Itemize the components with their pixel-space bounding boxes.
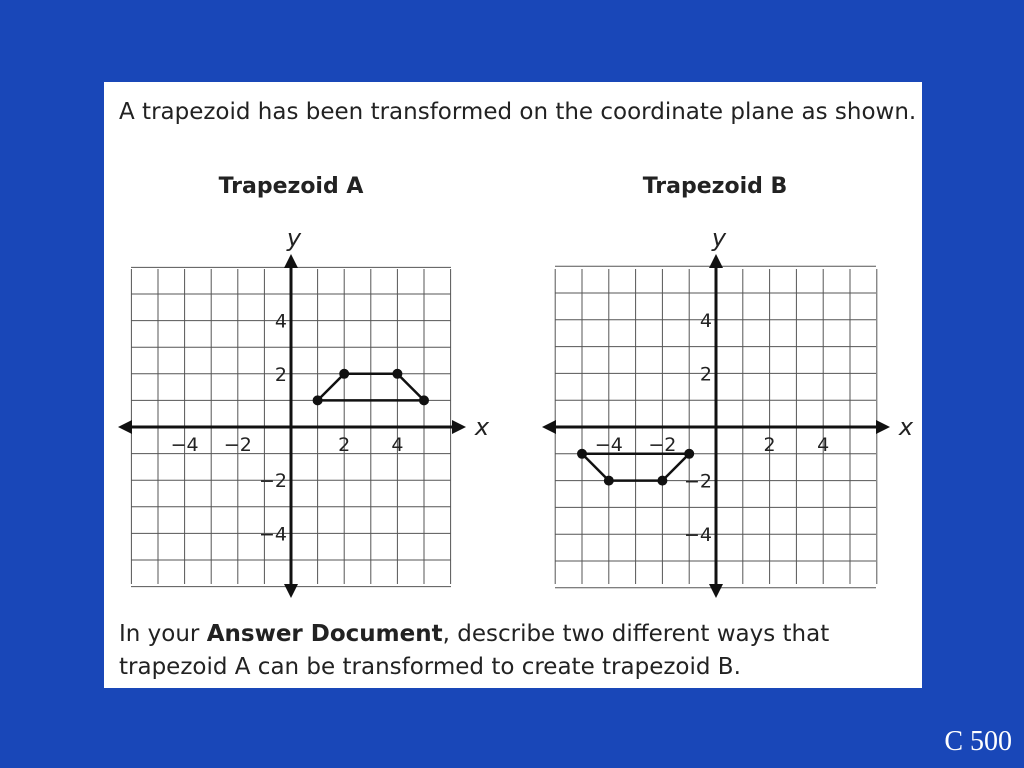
prompt-prefix: In your [119,621,207,647]
plane-b-x-arrow-left-icon [542,420,556,434]
plane-a-x-tick-label: 2 [338,434,351,456]
plane-b-y-arrow-up-icon [709,254,723,268]
plane-a-y-tick-label: 4 [274,310,287,333]
plane-a-x-arrow-right-icon [452,420,466,434]
plane-b-y-arrow-down-icon [709,584,723,598]
trapezoid-a-title: Trapezoid A [218,174,364,199]
plane-a-y-arrow-up-icon [284,254,298,268]
slide-code: C 500 [944,726,1012,757]
plane-a-x-arrow-left-icon [118,420,132,434]
plane-b-x-arrow-right-icon [876,420,890,434]
plane-a-vertex-point [392,369,402,379]
plane-a-x-tick-label: −2 [223,434,252,456]
plane-a-x-tick-label: −4 [170,434,199,456]
question-intro: A trapezoid has been transformed on the coordinate plane as shown. [119,99,917,125]
plane-b-vertex-point [604,476,614,486]
plane-a-vertex-point [339,369,349,379]
plane-a-y-tick-label: −2 [258,470,287,493]
plane-b-vertex-point [577,449,587,459]
plane-a-x-label: x [474,413,490,441]
plane-b-x-tick-label: −4 [594,434,623,456]
plane-a-y-label: y [286,224,302,252]
plane-a-y-tick-label: 2 [274,363,287,386]
plane-a-y-arrow-down-icon [284,584,298,598]
plane-a-y-tick-label: −4 [258,523,287,546]
answer-document-label: Answer Document [206,621,443,647]
plane-a-vertex-point [313,395,323,405]
plane-a-vertex-point [419,395,429,405]
plane-b-y-tick-label: 4 [699,309,712,332]
plane-b-y-tick-label: 2 [699,363,712,386]
plane-a-x-tick-label: 4 [391,434,404,456]
plane-b-vertex-point [684,449,694,459]
trapezoid-b-title: Trapezoid B [642,174,788,199]
prompt-suffix: , describe two different ways that trapezoid A can be transformed to create trapezoid B. [119,621,830,680]
plane-b-vertex-point [657,476,667,486]
plane-b-y-tick-label: −2 [683,470,712,493]
plane-b-x-tick-label: −2 [648,434,677,456]
plane-b-x-label: x [898,413,914,441]
plane-b-y-label: y [711,224,727,252]
plane-b-x-tick-label: 4 [817,434,830,456]
plane-b-x-tick-label: 2 [763,434,776,456]
plane-b-y-tick-label: −4 [683,524,712,547]
